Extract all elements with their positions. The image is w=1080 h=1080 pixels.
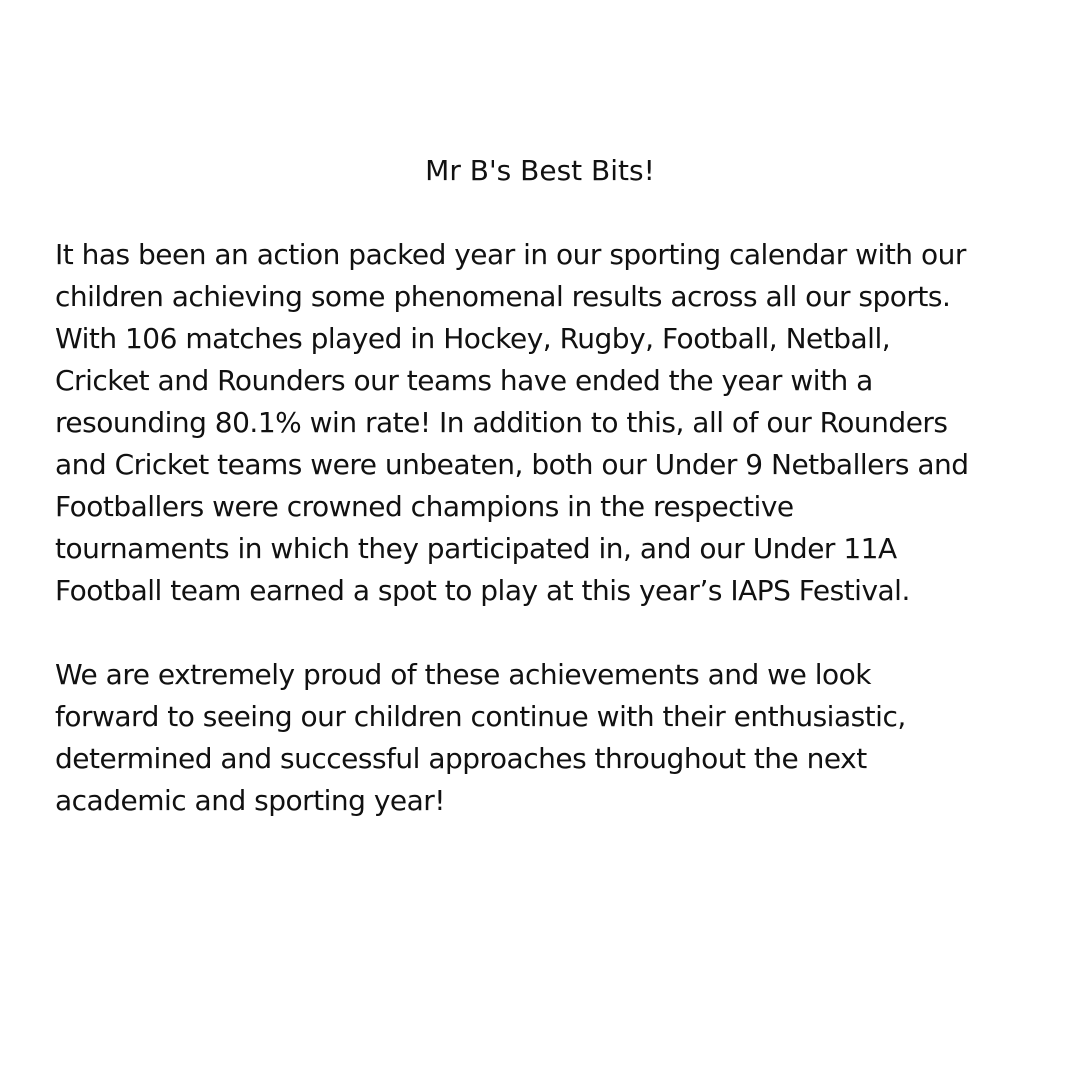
paragraph-line: With 106 matches played in Hockey, Rugby, Football, Netball, [55, 322, 891, 355]
paragraph-line: resounding 80.1% win rate! In addition to this, all of our Rounders [55, 406, 948, 439]
paragraph-1 [55, 234, 1035, 612]
paragraph-line: and Cricket teams were unbeaten, both our Under 9 Netballers and [55, 448, 969, 481]
paragraph-line: tournaments in which they participated in, and our Under 11A [55, 532, 897, 565]
paragraph-line: Football team earned a spot to play at this year’s IAPS Festival. [55, 574, 910, 607]
paragraph-line: Cricket and Rounders our teams have ended the year with a [55, 364, 873, 397]
page-title: Mr B's Best Bits! [425, 154, 655, 187]
paragraph-line: Footballers were crowned champions in the respective [55, 490, 794, 523]
paragraph-line: forward to seeing our children continue with their enthusiastic, [55, 700, 906, 733]
paragraph-2 [55, 654, 1035, 822]
paragraph-line: determined and successful approaches throughout the next [55, 742, 867, 775]
paragraph-line: children achieving some phenomenal results across all our sports. [55, 280, 951, 313]
document-body [55, 234, 1035, 822]
paragraph-line: academic and sporting year! [55, 784, 446, 817]
paragraph-line: We are extremely proud of these achievements and we look [55, 658, 871, 691]
paragraph-line: It has been an action packed year in our sporting calendar with our [55, 238, 966, 271]
